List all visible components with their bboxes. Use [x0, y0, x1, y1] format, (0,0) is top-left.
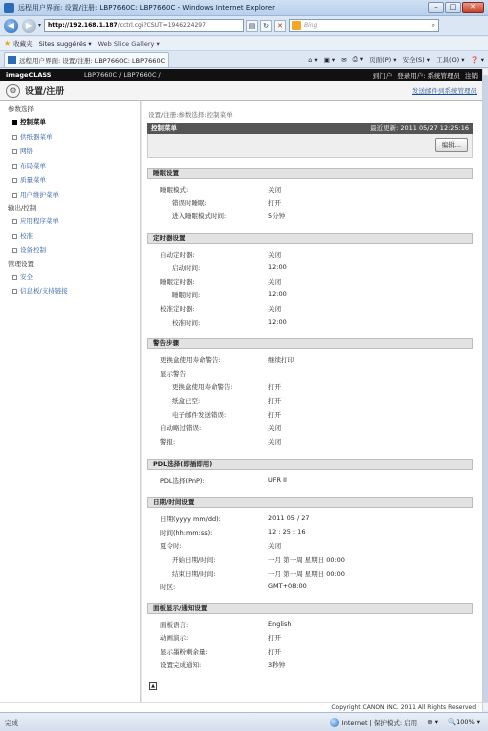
nav-section-preferences: 参数选择 [8, 105, 34, 113]
section-header-panel-display: 面板显示/通知设置 [147, 603, 473, 614]
nav-item-quality-menu[interactable]: 质量菜单 [0, 173, 140, 188]
nav-item-calibration[interactable]: 校准 [0, 229, 140, 244]
favorite-item-sites[interactable]: Sites suggérés ▾ [38, 39, 92, 48]
search-input[interactable] [289, 19, 439, 32]
setting-label: 开始日期/时间: [172, 556, 216, 564]
favorites-button[interactable]: ★ 收藏夹 [4, 39, 33, 48]
address-path: /cctrl.cgi?CSUT=1946224297 [117, 22, 206, 29]
section-header-datetime: 日期/时间设置 [147, 497, 473, 508]
nav-item-support-links[interactable]: 信息板/支持链接 [0, 284, 140, 299]
setting-value: 关闭 [268, 186, 281, 194]
compat-view-icon[interactable]: ▤ [246, 20, 258, 32]
setting-value: 5分钟 [268, 212, 286, 220]
setting-value: 打开 [268, 383, 281, 391]
setting-value: 打开 [268, 648, 281, 656]
setting-value: 关闭 [268, 542, 281, 550]
ie-icon [4, 3, 14, 13]
tab-bar [0, 51, 488, 68]
home-icon[interactable]: ⌂ ▾ [308, 55, 318, 64]
window-title: 远程用户界面: 设置/注册: LBP7660C: LBP7660C - Windows Internet Explorer [18, 3, 275, 12]
nav-section-output-control: 输出/控制 [8, 204, 37, 212]
page-menu[interactable]: 页面(P) ▾ [369, 56, 397, 64]
address-bar[interactable] [44, 19, 244, 32]
setting-label: 错误时睡眠: [172, 199, 207, 207]
setting-value: 打开 [268, 634, 281, 642]
brand-name: imageCLASS [6, 71, 52, 79]
setting-value: English [268, 620, 292, 628]
setting-label: 纸盒已空: [172, 397, 201, 405]
setting-value: 12 : 25 : 16 [268, 528, 306, 536]
setting-label: 更换盒使用寿命警告: [172, 383, 233, 391]
setting-value: 12:00 [268, 290, 287, 298]
last-update: 最近更新: 2011 05/27 12:25:16 [370, 124, 469, 132]
setting-label: 时区: [160, 583, 176, 591]
section-header-warning: 警告步骤 [147, 338, 473, 349]
panel-header [147, 123, 473, 134]
setting-label: 夏令时: [160, 542, 182, 550]
page-favicon-icon [8, 56, 16, 64]
protected-mode-icon[interactable]: ⊕ ▾ [427, 718, 438, 726]
nav-item-control-menu[interactable]: 控制菜单 [0, 115, 140, 130]
search-placeholder: Bing [304, 22, 318, 29]
history-dropdown-icon[interactable]: ▾ [38, 22, 42, 29]
portal-link[interactable]: 到门户 [372, 71, 393, 80]
setting-label: 警报: [160, 438, 176, 446]
setting-label: 显示墨粉剩余量: [160, 648, 208, 656]
edit-button[interactable]: 编辑... [435, 138, 468, 152]
setting-label: 动画演示: [160, 634, 189, 642]
globe-icon [330, 718, 339, 727]
gear-icon: ⚙ [6, 84, 20, 98]
setting-label: 自动略过错误: [160, 424, 202, 432]
setting-label: 面板语言: [160, 621, 189, 629]
page-title: 设置/注册 [25, 87, 65, 97]
device-model: LBP7660C / LBP7660C / [84, 71, 161, 79]
copyright: Copyright CANON INC. 2011 All Rights Reserved [0, 702, 482, 712]
setting-value: 关闭 [268, 305, 281, 313]
setting-label: 更换盒使用寿命警告: [160, 356, 221, 364]
setting-label: 日期(yyyy mm/dd): [160, 515, 221, 523]
stop-icon[interactable]: ✕ [274, 20, 286, 32]
setting-label: 睡眠时间: [172, 291, 201, 299]
setting-label: 进入睡眠模式时间: [172, 212, 227, 220]
print-icon[interactable]: ⎙ ▾ [352, 55, 364, 63]
zone-label: Internet | 保护模式: 启用 [341, 718, 418, 727]
star-icon: ★ [4, 39, 12, 48]
status-bar [0, 712, 488, 731]
nav-item-device-control[interactable]: 设备控制 [0, 243, 140, 258]
zoom-level[interactable]: 🔍100% ▾ [447, 718, 480, 726]
panel-title: 控制菜单 [151, 124, 177, 132]
safety-menu[interactable]: 安全(S) ▾ [402, 56, 431, 64]
setting-label: 时间(hh:mm:ss): [160, 529, 213, 537]
setting-label: 睡眠定时器: [160, 278, 195, 286]
refresh-icon[interactable]: ↻ [260, 20, 272, 32]
setting-label: 电子邮件发送错误: [172, 411, 227, 419]
back-to-top-button[interactable]: ▲ [149, 682, 157, 690]
feeds-icon[interactable]: ▣ ▾ [323, 55, 336, 64]
command-bar [308, 52, 484, 67]
close-button[interactable]: ✕ [462, 2, 484, 13]
setting-value: 12:00 [268, 318, 287, 326]
nav-item-layout-menu[interactable]: 布局菜单 [0, 159, 140, 174]
setting-value: 关闭 [268, 251, 281, 259]
setting-value: 打开 [268, 411, 281, 419]
scrollbar-thumb[interactable] [483, 75, 488, 703]
setting-value: 打开 [268, 397, 281, 405]
tab-label: 远程用户界面: 设置/注册: LBP7660C: LBP7660C [19, 56, 166, 65]
setting-value: UFR II [268, 476, 287, 484]
panel-body [147, 134, 473, 158]
breadcrumb: 设置/注册:参数选择:控制菜单 [148, 111, 233, 119]
setting-value: 3秒钟 [268, 661, 286, 669]
status-text: 完成 [5, 718, 18, 727]
tab-active[interactable] [4, 52, 169, 67]
page-title-row [0, 81, 482, 101]
mail-admin-link[interactable]: 发送邮件到系统管理员 [412, 87, 477, 95]
setting-label: PDL选择(PnP): [160, 477, 205, 485]
setting-value: 12:00 [268, 263, 287, 271]
forward-button[interactable]: ▶ [22, 19, 36, 33]
section-header-pdl: PDL选择(即插即用) [147, 459, 473, 470]
help-menu[interactable]: ❓ ▾ [470, 55, 484, 64]
mail-icon[interactable]: ✉ [341, 55, 347, 64]
window-title-bar [0, 0, 488, 16]
setting-value: GMT+08:00 [268, 582, 307, 590]
nav-item-network[interactable]: 网络 [0, 144, 140, 159]
address-host: http://192.168.1.187 [48, 22, 118, 29]
login-user-label: 登录用户: 系统管理员 [397, 71, 460, 80]
setting-value: 关闭 [268, 424, 281, 432]
nav-item-application-menu[interactable]: 应用程序菜单 [0, 214, 140, 229]
setting-value: 关闭 [268, 278, 281, 286]
section-header-sleep: 睡眠设置 [147, 168, 473, 179]
setting-value: 继续打印 [268, 356, 294, 364]
nav-item-user-maintenance[interactable]: 用户维护菜单 [0, 188, 140, 203]
app-header [0, 69, 482, 81]
setting-label: 设置完成通知: [160, 661, 202, 669]
back-button[interactable]: ◀ [4, 19, 18, 33]
minimize-button[interactable]: – [428, 2, 444, 13]
nav-item-feeder-menu[interactable]: 供纸器菜单 [0, 130, 140, 145]
setting-label: 启动时间: [172, 264, 201, 272]
setting-label: 显示警告 [160, 370, 186, 378]
security-zone[interactable] [330, 718, 417, 727]
setting-value: 打开 [268, 199, 281, 207]
logout-link[interactable]: 注销 [465, 71, 478, 80]
nav-item-security[interactable]: 安全 [0, 270, 140, 285]
favorites-bar [0, 37, 488, 51]
maximize-button[interactable]: □ [445, 2, 461, 13]
setting-label: 自动定时器: [160, 251, 195, 259]
setting-label: 校准时间: [172, 319, 201, 327]
tools-menu[interactable]: 工具(O) ▾ [436, 56, 465, 64]
bing-icon [292, 21, 301, 30]
setting-value: 2011 05 / 27 [268, 514, 310, 522]
search-icon[interactable]: ⌕ [431, 21, 436, 29]
sidebar [0, 101, 141, 704]
favorite-item-webslice[interactable]: Web Slice Gallery ▾ [97, 39, 160, 48]
setting-value: 一月 第一周 星期日 00:00 [268, 570, 345, 578]
address-row [0, 16, 488, 36]
section-header-timer: 定时器设置 [147, 233, 473, 244]
setting-label: 睡眠模式: [160, 186, 189, 194]
nav-section-management: 管理设置 [8, 259, 34, 268]
setting-value: 关闭 [268, 438, 281, 446]
setting-label: 结束日期/时间: [172, 570, 216, 578]
setting-label: 校准定时器: [160, 305, 195, 313]
setting-value: 一月 第一周 星期日 00:00 [268, 556, 345, 564]
main-content [142, 101, 482, 704]
vertical-scrollbar[interactable] [482, 69, 488, 711]
